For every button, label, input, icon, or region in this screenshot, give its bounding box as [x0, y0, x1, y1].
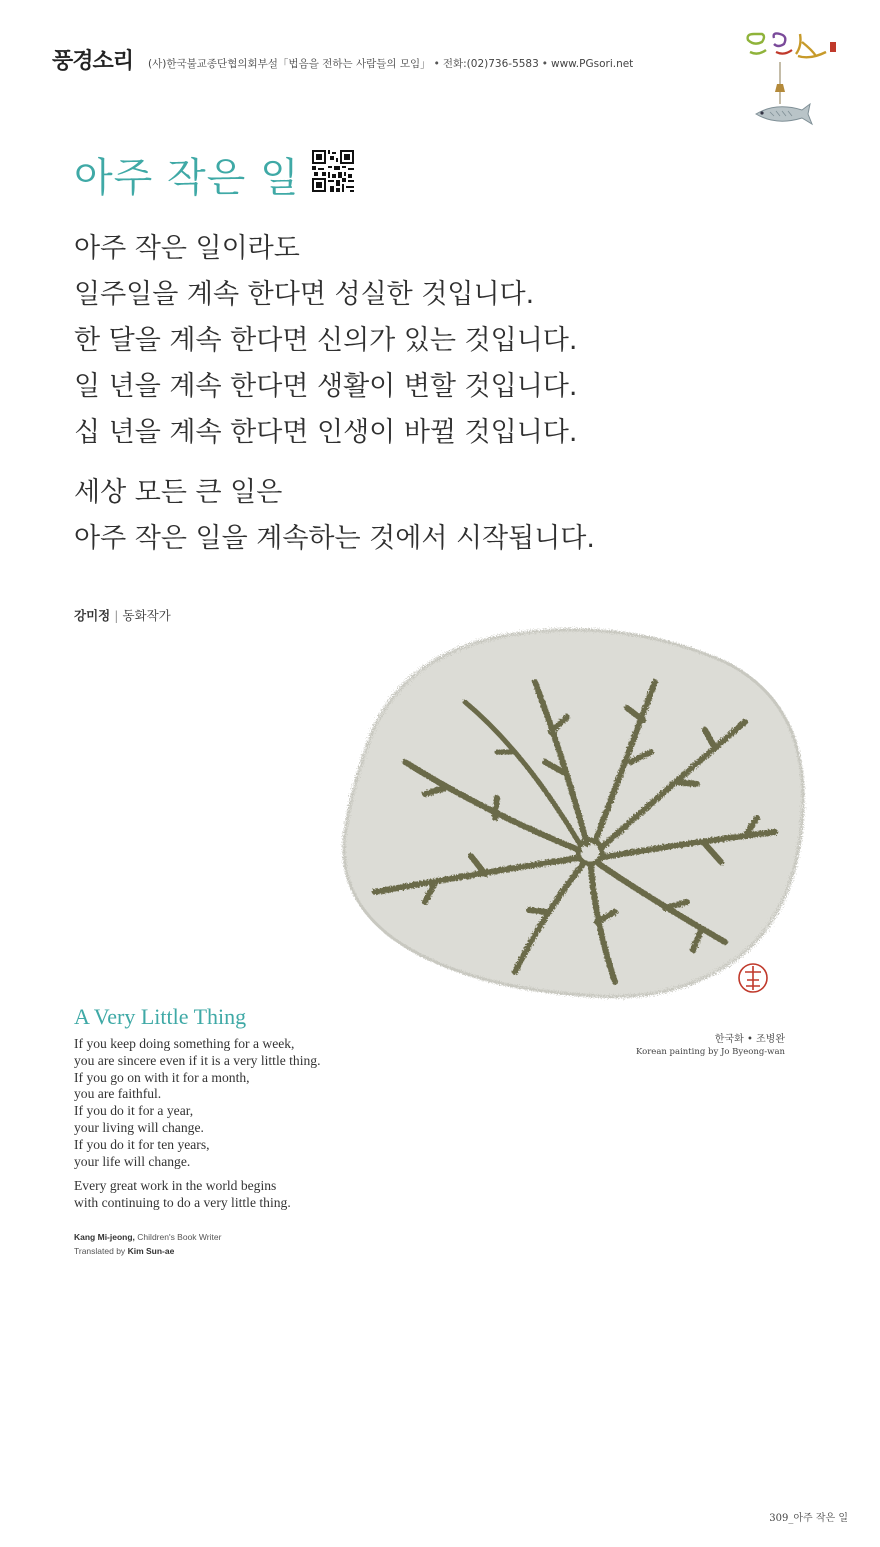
org-prefix: (사)한국불교종단협의회부설 [148, 58, 278, 70]
poem-line: Every great work in the world begins [74, 1178, 277, 1194]
separator-dot: • [433, 58, 440, 70]
poem-stanza [74, 1036, 321, 1170]
author-role-en: Children's Book Writer [137, 1232, 222, 1242]
poem-line: with continuing to do a very little thing. [74, 1195, 291, 1211]
wind-chime-logo-icon [740, 28, 840, 138]
poem-line: If you keep doing something for a week, [74, 1036, 295, 1051]
caption-english: Korean painting by Jo Byeong-wan [635, 1047, 785, 1057]
page-title: 아주 작은 일 [74, 155, 300, 201]
painting-caption [600, 1030, 785, 1057]
poem-line: you are sincere even if it is a very little thing. [74, 1052, 321, 1068]
organization-line [148, 56, 633, 71]
divider: | [114, 608, 119, 623]
poem-stanza [74, 470, 595, 562]
poem-stanza [74, 1178, 321, 1212]
translated-by-label: Translated by [74, 1246, 126, 1256]
poem-line: 십 년을 계속 한다면 인생이 바뀔 것입니다. [74, 417, 578, 448]
qr-code-icon[interactable] [312, 150, 354, 192]
poem-line: 일주일을 계속 한다면 성실한 것입니다. [74, 279, 535, 310]
separator-dot: • [541, 58, 548, 70]
poem-stanza [74, 226, 595, 456]
credits [74, 1230, 221, 1258]
author-role: 동화작가 [122, 608, 171, 623]
poem-english [74, 1036, 321, 1220]
org-group: 「법음을 전하는 사람들의 모임」 [277, 58, 431, 70]
poem-line: your life will change. [74, 1153, 191, 1169]
poem-line: If you do it for a year, [74, 1103, 194, 1119]
author-credit [74, 1230, 221, 1244]
page-footer: 309_아주 작은 일 [769, 1513, 848, 1524]
translator-credit [74, 1244, 221, 1258]
poem-line: 한 달을 계속 한다면 신의가 있는 것입니다. [74, 325, 578, 356]
english-title: A Very Little Thing [74, 1004, 247, 1029]
author-name: 강미정 [74, 608, 111, 623]
poem-line: 아주 작은 일이라도 [74, 233, 300, 264]
poem-korean [74, 226, 595, 576]
poem-line: 세상 모든 큰 일은 [74, 477, 283, 508]
author-name-en: Kang Mi-jeong, [74, 1232, 135, 1242]
poem-line: 일 년을 계속 한다면 생활이 변할 것입니다. [74, 371, 578, 402]
translator-name: Kim Sun-ae [127, 1246, 175, 1256]
poem-line: 아주 작은 일을 계속하는 것에서 시작됩니다. [74, 523, 595, 554]
caption-korean: 한국화 • 조병완 [714, 1034, 785, 1045]
org-phone: 전화:(02)736-5583 [442, 58, 539, 70]
lotus-leaf-painting [325, 612, 815, 1007]
author-korean [74, 606, 171, 624]
poem-line: If you go on with it for a month, [74, 1069, 250, 1085]
brand-logotype: 풍경소리 [52, 48, 134, 74]
poem-line: your living will change. [74, 1119, 204, 1135]
poem-line: If you do it for ten years, [74, 1136, 210, 1152]
poem-line: you are faithful. [74, 1086, 162, 1102]
org-website[interactable]: www.PGsori.net [551, 58, 634, 70]
artist-seal-icon [739, 964, 767, 992]
